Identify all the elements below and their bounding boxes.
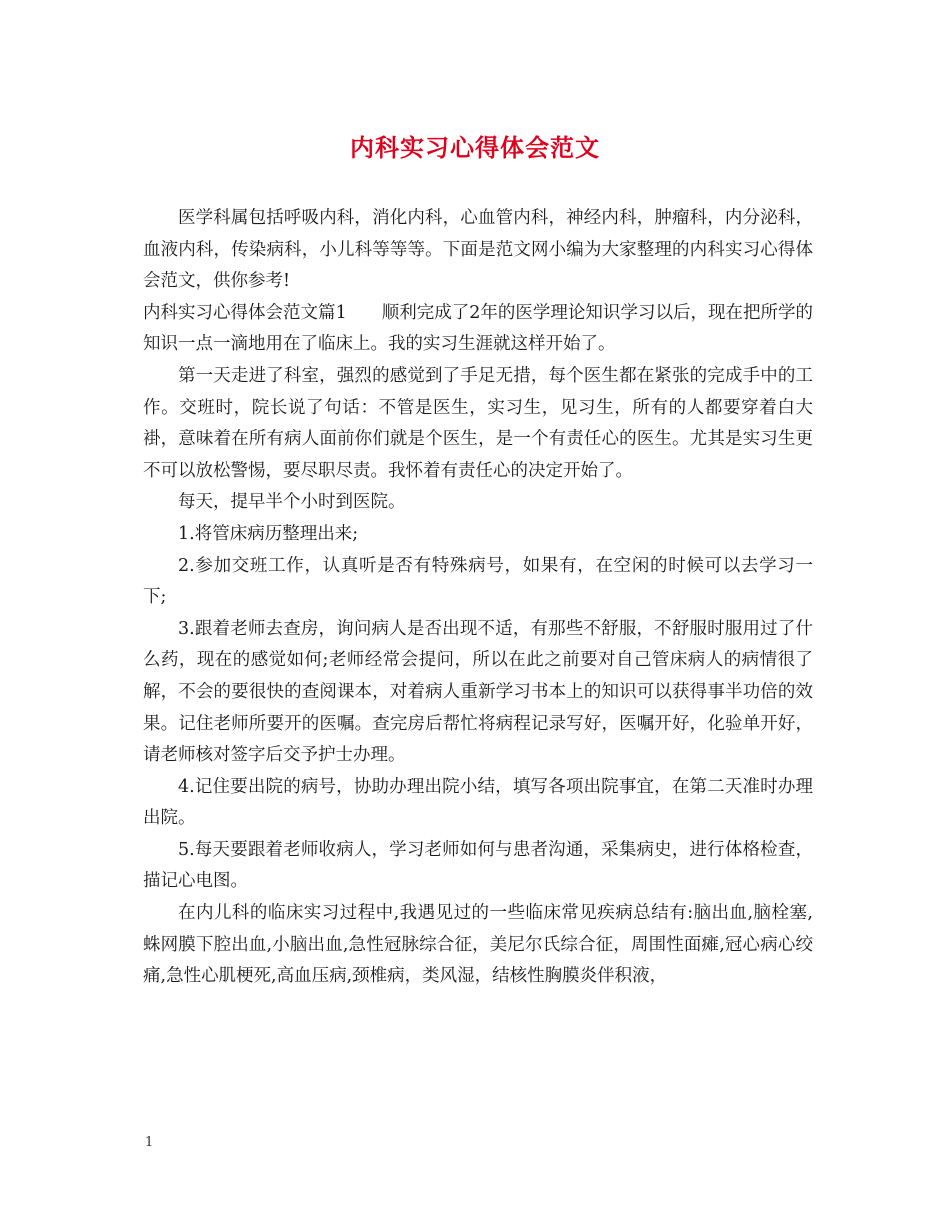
paragraph-section-heading: 内科实习心得体会范文篇1 顺利完成了2年的医学理论知识学习以后，现在把所学的知识一点一滴地用在了临床上。我的实习生涯就这样开始了。 <box>143 302 813 355</box>
paragraph-intro: 医学科属包括呼吸内科，消化内科，心血管内科，神经内科，肿瘤科，内分泌科，血液内科，传染病科，小儿科等等等。下面是范文网小编为大家整理的内科实习心得体会范文，供你参考! <box>143 208 813 292</box>
list-item-3: 3.跟着老师去查房，询问病人是否出现不适，有那些不舒服，不舒服时服用过了什么药，现在的感觉如何;老师经常会提问，所以在此之前要对自己管床病人的病情很了解，不会的要很快的查阅课本，对着病人重新学习书本上的知识可以获得事半功倍的效果。记住老师所要开的医嘱。查完房后帮忙将病程记录写好，医嘱开好，化验单开好，请老师核对签字后交予护士办理。 <box>143 618 813 766</box>
list-item-5: 5.每天要跟着老师收病人，学习老师如何与患者沟通，采集病史，进行体格检查，描记心电图。 <box>143 839 813 892</box>
document-title: 内科实习心得体会范文 <box>350 133 600 162</box>
document-body <box>143 203 813 993</box>
list-item-4: 4.记住要出院的病号，协助办理出院小结，填写各项出院事宜，在第二天准时办理出院。 <box>143 776 813 829</box>
paragraph-daily: 每天，提早半个小时到医院。 <box>178 492 406 513</box>
list-item-1: 1.将管床病历整理出来; <box>178 523 359 544</box>
paragraph-first-day: 第一天走进了科室，强烈的感觉到了手足无措，每个医生都在紧张的完成手中的工作。交班时，院长说了句话：不管是医生，实习生，见习生，所有的人都要穿着白大褂，意味着在所有病人面前你们就是个医生，是一个有责任心的医生。尤其是实习生更不可以放松警惕，要尽职尽责。我怀着有责任心的决定开始了。 <box>143 365 813 481</box>
page-number: 1 <box>145 1135 154 1150</box>
list-item-2: 2.参加交班工作，认真听是否有特殊病号，如果有，在空闲的时候可以去学习一下; <box>143 555 813 608</box>
paragraph-diseases: 在内儿科的临床实习过程中,我遇见过的一些临床常见疾病总结有:脑出血,脑栓塞,蛛网膜下腔出血,小脑出血,急性冠脉综合征，美尼尔氏综合征，周围性面瘫,冠心病心绞痛,急性心肌梗死,高血压病,颈椎病，类风湿，结核性胸膜炎伴积液， <box>143 903 813 987</box>
